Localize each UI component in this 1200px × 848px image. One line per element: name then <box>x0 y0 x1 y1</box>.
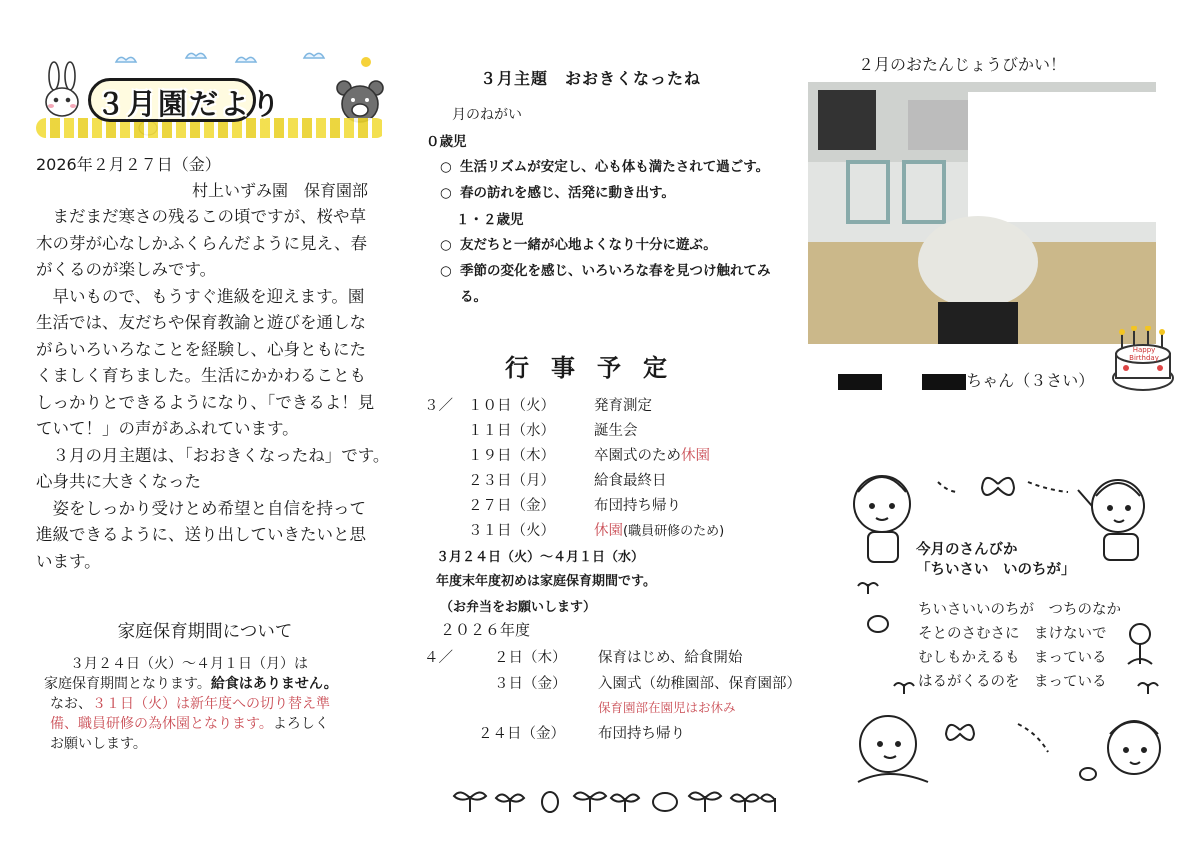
greeting-line: 進級できるように、送り出していきたいと思 <box>36 525 366 544</box>
home-care-period-note: 年度末年度初めは家庭保育期間です。 <box>436 574 656 589</box>
hymn-title-line: 今月のさんびか <box>916 542 1018 558</box>
monthly-theme-title: ３月主題 おおきくなったね <box>480 69 702 88</box>
lyric-line: ちいさいいのちが つちのなか <box>918 602 1121 618</box>
age12-wish-list <box>440 232 810 310</box>
event-row: １１日（水） 誕生会 <box>468 423 638 439</box>
list-item: ○ 生活リズムが安定し、心も体も満たされて過ごす。 <box>440 154 800 180</box>
hymn-lyrics <box>918 598 1121 694</box>
redacted-name <box>922 374 966 390</box>
greeting-line: います。 <box>36 551 101 571</box>
wish-title: 月のねがい <box>452 107 522 123</box>
hymn-title <box>916 540 1076 580</box>
greeting-line: しっかりとできるようになり、「できるよ！見 <box>36 392 375 412</box>
event-row: １９日（木） 卒園式のため休園 <box>468 448 710 464</box>
birthday-title: ２月のおたんじょうびかい！ <box>858 55 1067 74</box>
fiscal-year-label: ２０２６年度 <box>440 621 531 639</box>
circle-bullet-icon: ○ <box>440 185 452 201</box>
no-lunch-note: 給食はありません。 <box>210 676 338 692</box>
masthead <box>36 48 386 140</box>
hymn-title-line: 「ちいさい いのちが」 <box>916 562 1076 578</box>
bear-icon <box>337 81 383 122</box>
list-item: ○ 友だちと一緒が心地よくなり十分に遊ぶ。 <box>440 232 810 258</box>
greeting-line: ていて！」の声があふれています。 <box>36 419 299 438</box>
home-care-title: 家庭保育期間について <box>117 622 293 642</box>
event-row: １０日（火） 発育測定 <box>468 398 652 414</box>
home-care-notice <box>44 654 390 754</box>
birthday-child-name: ちゃん（３さい） <box>838 368 1094 391</box>
list-item-continuation: る。 <box>460 289 487 305</box>
lyric-line: はるがくるのを まっている <box>918 674 1107 690</box>
greeting-line: がくるのが楽しみです。 <box>36 260 217 279</box>
greeting-line: くましく育ちました。生活にかかわることも <box>36 366 366 385</box>
greeting-text <box>36 204 396 575</box>
event-row: ２日（木） 保育はじめ、給食開始 <box>494 650 743 666</box>
lyric-line: そとのさむさに まけないで <box>918 626 1107 642</box>
home-care-line: よろしく <box>272 716 329 732</box>
list-item: ○ 春の訪れを感じ、活発に動き出す。 <box>440 180 800 206</box>
circle-bullet-icon: ○ <box>440 159 452 175</box>
april-month-label: ４／ <box>424 650 453 666</box>
sprout-decoration-icon <box>450 778 790 818</box>
list-item: ○ 季節の変化を感じ、いろいろな春を見つけ触れてみ <box>440 258 810 284</box>
birthday-photo <box>808 82 1156 344</box>
home-care-line: ３月２４日（火）～４月１日（月）は <box>70 656 308 672</box>
rabbit-icon <box>46 62 78 116</box>
home-care-line: お願いします。 <box>50 736 147 752</box>
lyric-line: むしもかえるも まっている <box>918 650 1107 666</box>
home-care-period-note: ３月２４日（火）～４月１日（水） <box>436 550 645 565</box>
greeting-line: 木の芽が心なしかふくらんだように見え、春 <box>36 233 367 253</box>
april-closure-note: 保育園部在園児はお休み <box>598 700 736 715</box>
march-month-label: ３／ <box>424 398 453 414</box>
greeting-line: ３月の月主題は、「おおきくなったね」です。 <box>36 445 390 465</box>
greeting-line: 姿をしっかり受けとめ希望と自信を持って <box>36 498 366 518</box>
event-row: ２４日（金） 布団持ち帰り <box>478 726 685 742</box>
age0-wish-list <box>440 154 800 206</box>
organization-name: 村上いずみ園 保育園部 <box>192 181 369 200</box>
redacted-name <box>838 374 882 390</box>
home-care-line: 家庭保育期間となります。 <box>44 676 211 692</box>
march-events <box>468 396 808 546</box>
closure-note: 備、職員研修の為休園となります。 <box>50 716 273 732</box>
cake-text: Happy Birthday <box>1129 346 1159 362</box>
home-care-line: なお、 <box>50 696 92 712</box>
circle-bullet-icon: ○ <box>440 237 452 253</box>
greeting-line: まだまだ寒さの残るこの頃ですが、桜や草 <box>36 207 366 226</box>
photo-image <box>808 82 1156 344</box>
greeting-line: がらいろいろなことを経験し、心身ともにた <box>36 339 366 359</box>
issue-date: 2026年２月２７日（金） <box>36 155 221 174</box>
circle-bullet-icon: ○ <box>440 263 452 279</box>
closure-note: ３１日（火）は新年度への切り替え準 <box>92 696 330 712</box>
newsletter-title: ３月園だより <box>96 87 283 121</box>
event-row: ３１日（火） 休園(職員研修のため) <box>468 523 725 539</box>
events-title: 行事予定 <box>505 354 689 382</box>
event-row: ３日（金） 入園式（幼稚園部、保育園部） <box>494 676 801 692</box>
greeting-line: 生活では、友だちや保育教諭と遊びを通しな <box>36 313 366 332</box>
event-row: ２３日（月） 給食最終日 <box>468 473 667 489</box>
lunch-box-note: （お弁当をお願いします） <box>440 600 597 615</box>
age0-label: ０歳児 <box>426 134 467 150</box>
event-row: ２７日（金） 布団持ち帰り <box>468 498 681 514</box>
age12-label: １・２歳児 <box>456 212 524 228</box>
greeting-line: 早いもので、もうすぐ進級を迎えます。園 <box>36 286 365 306</box>
greeting-line: 心身共に大きくなった <box>36 472 201 491</box>
